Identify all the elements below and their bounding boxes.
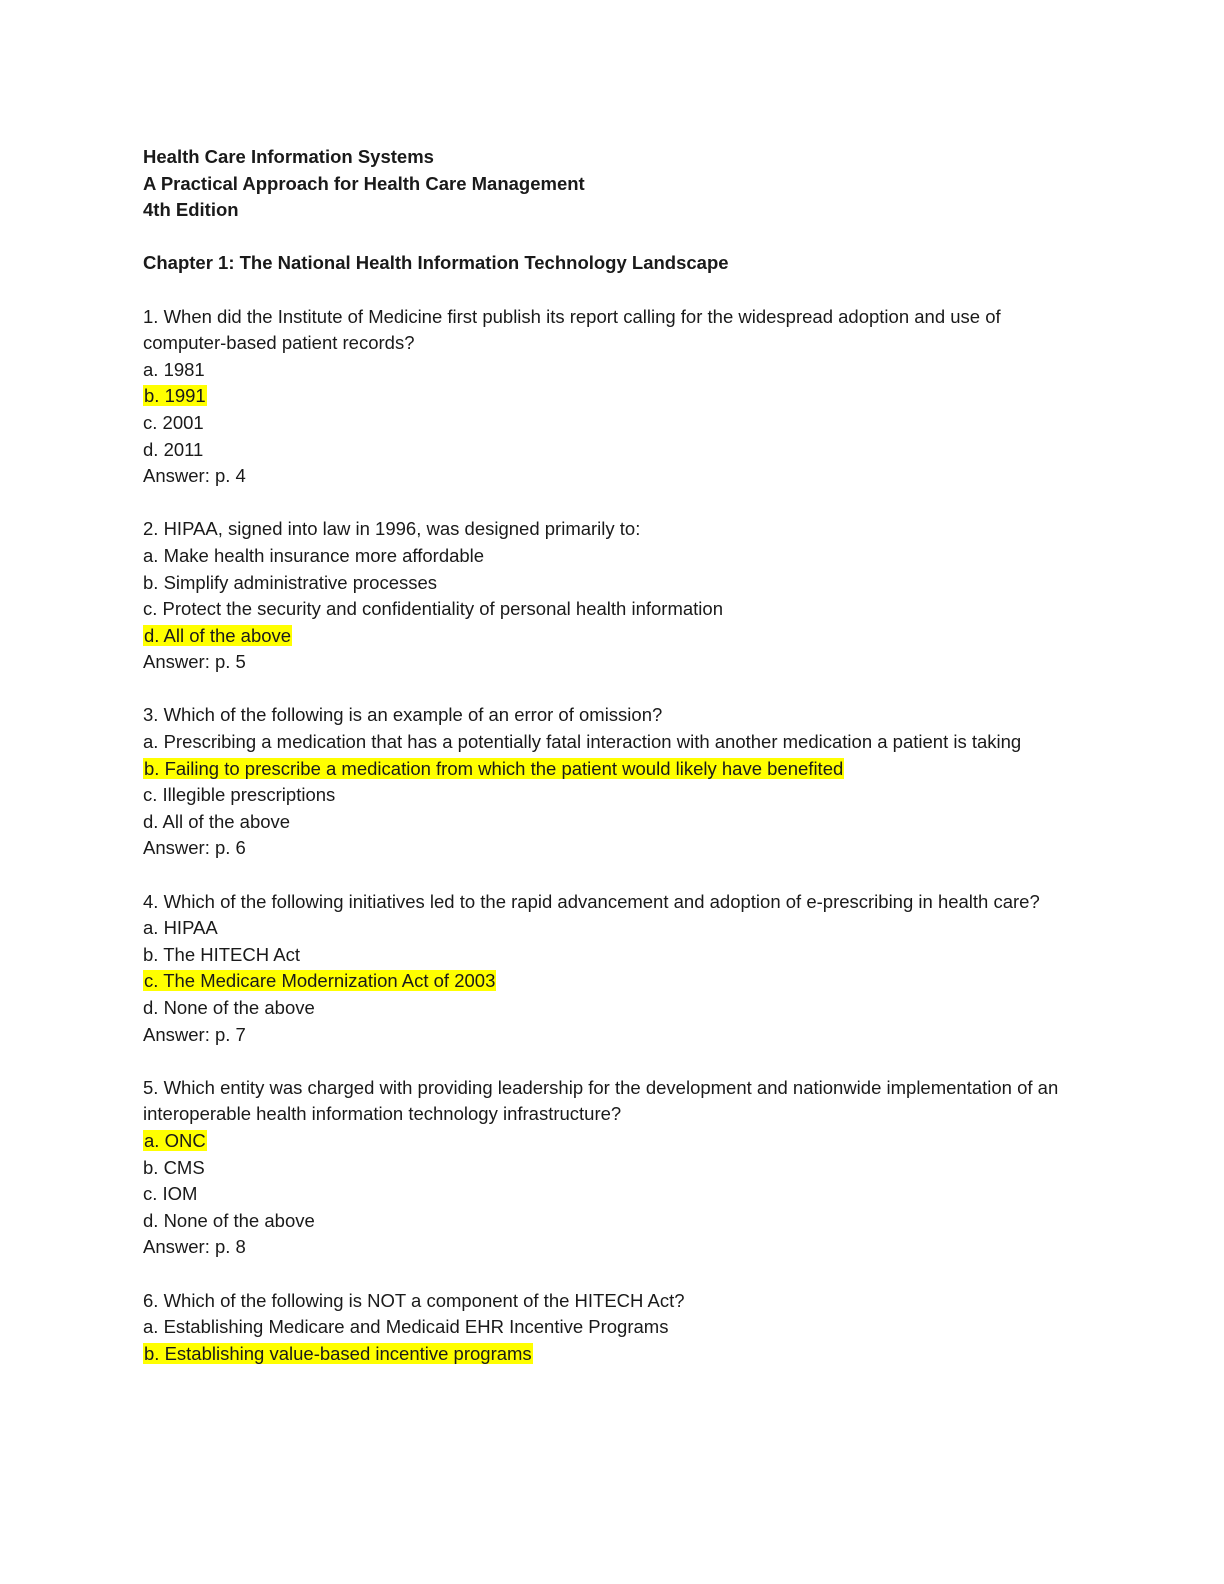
answer-option-correct (143, 1341, 1083, 1368)
answer-page-reference: Answer: p. 5 (143, 651, 246, 673)
spacer (143, 676, 1083, 703)
option-text: a. Prescribing a medication that has a potentially fatal interaction with another medication a patient is taking (143, 731, 1022, 753)
answer-option (143, 543, 1083, 570)
option-text: a. HIPAA (143, 917, 218, 939)
spacer (143, 490, 1083, 517)
spacer (143, 1048, 1083, 1075)
answer-option (143, 942, 1083, 969)
answer-option-correct (143, 968, 1083, 995)
book-title: Health Care Information Systems (143, 146, 434, 167)
option-text: b. Simplify administrative processes (143, 571, 438, 593)
question-block-6 (143, 1288, 1083, 1368)
answer-option (143, 1314, 1083, 1341)
answer-option (143, 570, 1083, 597)
question-text: 6. Which of the following is NOT a component of the HITECH Act? (143, 1289, 685, 1311)
option-text: a. 1981 (143, 358, 205, 380)
option-text: c. IOM (143, 1183, 198, 1205)
answer-option (143, 1181, 1083, 1208)
question-block-2 (143, 516, 1083, 676)
answer-option (143, 782, 1083, 809)
answer-page-reference: Answer: p. 4 (143, 465, 246, 487)
option-text: b. CMS (143, 1156, 205, 1178)
answer-option (143, 357, 1083, 384)
option-text: c. Illegible prescriptions (143, 784, 336, 806)
option-text-highlighted: a. ONC (144, 1129, 206, 1151)
spacer (143, 862, 1083, 889)
spacer (143, 224, 1083, 251)
option-text: d. 2011 (143, 438, 204, 460)
answer-option (143, 809, 1083, 836)
spacer (143, 277, 1083, 304)
book-subtitle: A Practical Approach for Health Care Management (143, 172, 585, 194)
book-edition: 4th Edition (143, 199, 239, 221)
option-text: c. 2001 (143, 411, 204, 433)
document-content (143, 144, 1083, 1367)
spacer (143, 1261, 1083, 1288)
question-block-3 (143, 702, 1083, 862)
answer-option (143, 596, 1083, 623)
option-text-highlighted: b. Failing to prescribe a medication from which the patient would likely have benefited (144, 757, 844, 779)
answer-option-correct (143, 1128, 1083, 1155)
option-text-highlighted: b. 1991 (144, 385, 206, 407)
option-text: a. Make health insurance more affordable (143, 544, 485, 566)
answer-option (143, 437, 1083, 464)
question-text: 5. Which entity was charged with providing leadership for the development and nationwide implementation of an interoperable health information technology infrastructure? (143, 1076, 1059, 1125)
option-text-highlighted: d. All of the above (144, 624, 292, 646)
option-text: d. All of the above (143, 810, 291, 832)
option-text-highlighted: c. The Medicare Modernization Act of 2003 (144, 970, 496, 992)
option-text-highlighted: b. Establishing value-based incentive programs (144, 1342, 532, 1364)
answer-option-correct (143, 383, 1083, 410)
question-block-5 (143, 1075, 1083, 1261)
question-text: 3. Which of the following is an example of an error of omission? (143, 704, 663, 726)
question-text: 4. Which of the following initiatives led to the rapid advancement and adoption of e-prescribing in health care? (143, 890, 1040, 912)
answer-option (143, 1208, 1083, 1235)
option-text: d. None of the above (143, 997, 315, 1018)
option-text: b. The HITECH Act (143, 943, 300, 965)
option-text: a. Establishing Medicare and Medicaid EHR Incentive Programs (143, 1316, 669, 1338)
answer-page-reference: Answer: p. 8 (143, 1236, 246, 1258)
question-text: 2. HIPAA, signed into law in 1996, was designed primarily to: (143, 518, 641, 540)
chapter-title: Chapter 1: The National Health Information Technology Landscape (143, 252, 729, 274)
answer-page-reference: Answer: p. 7 (143, 1023, 246, 1045)
option-text: c. Protect the security and confidentiality of personal health information (143, 598, 723, 620)
answer-option (143, 1155, 1083, 1182)
question-text: 1. When did the Institute of Medicine first publish its report calling for the widespread adoption and use of computer-based patient records? (143, 305, 1001, 354)
answer-option-correct (143, 756, 1083, 783)
answer-page-reference: Answer: p. 6 (143, 837, 246, 859)
answer-option (143, 995, 1083, 1022)
question-block-1 (143, 304, 1083, 490)
question-block-4 (143, 889, 1083, 1049)
answer-option (143, 729, 1083, 756)
answer-option (143, 410, 1083, 437)
answer-option (143, 915, 1083, 942)
option-text: d. None of the above (143, 1209, 315, 1231)
answer-option-correct (143, 623, 1083, 650)
